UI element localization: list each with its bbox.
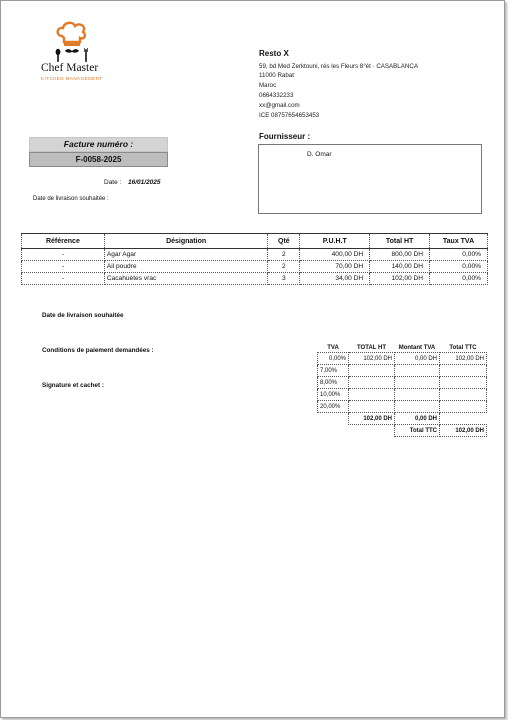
totals-header-row	[318, 343, 487, 353]
totals-row	[318, 389, 487, 401]
totals-ht	[349, 365, 395, 377]
tva-totals-table	[317, 343, 487, 437]
item-qty: 2	[268, 249, 300, 261]
table-row	[22, 261, 488, 273]
item-total: 102,00 DH	[370, 273, 430, 285]
invoice-number: F-0058-2025	[29, 152, 168, 167]
totals-sum-empty	[440, 413, 487, 425]
totals-rate: 0,00%	[318, 353, 349, 365]
totals-ttc	[440, 365, 487, 377]
header-quantity: Qté	[268, 234, 300, 249]
totals-row	[318, 377, 487, 389]
totals-ttc	[440, 377, 487, 389]
restaurant-address: 59, bd Med Zerktouni, rés les Fleurs 8°ét · CASABLANCA	[259, 63, 418, 70]
restaurant-ice: ICE 08757654653453	[259, 112, 320, 119]
restaurant-name: Resto X	[259, 49, 289, 58]
restaurant-email: xx@gmail.com	[259, 102, 300, 109]
supplier-box	[258, 144, 482, 214]
table-row	[22, 249, 488, 261]
item-ref: -	[22, 261, 105, 273]
item-tva: 0,00%	[430, 261, 488, 273]
totals-tva-amount	[395, 377, 440, 389]
totals-sum-tva: 0,00 DH	[395, 413, 440, 425]
total-ttc-label: Total TTC	[395, 425, 440, 437]
totals-ht	[349, 401, 395, 413]
payment-conditions-label: Conditions de paiement demandées :	[42, 347, 154, 354]
totals-rate: 7,00%	[318, 365, 349, 377]
totals-ht: 102,00 DH	[349, 353, 395, 365]
totals-sum-row	[318, 413, 487, 425]
totals-ttc-spacer	[349, 425, 395, 437]
item-tva: 0,00%	[430, 273, 488, 285]
date-label: Date :	[104, 179, 122, 186]
chef-hat-logo-icon	[51, 21, 93, 63]
signature-label: Signature et cachet :	[42, 382, 104, 389]
restaurant-phone: 0664332233	[259, 92, 294, 99]
item-qty: 3	[268, 273, 300, 285]
supplier-label: Fournisseur :	[259, 132, 311, 141]
item-ref: -	[22, 273, 105, 285]
item-total: 140,00 DH	[370, 261, 430, 273]
delivery-date-label: Date de livraison souhaitée :	[33, 196, 109, 202]
totals-ttc	[440, 389, 487, 401]
items-header-row	[22, 234, 488, 249]
supplier-name: D. Omar	[307, 151, 332, 158]
totals-header-ttc: Total TTC	[449, 344, 477, 351]
totals-rate: 10,00%	[318, 389, 349, 401]
totals-tva-amount	[395, 365, 440, 377]
totals-tva-amount	[395, 401, 440, 413]
item-designation: Agar Agar	[104, 249, 268, 261]
totals-rate: 8,00%	[318, 377, 349, 389]
item-designation: Cacahuètes vrac	[104, 273, 268, 285]
totals-ttc-row	[318, 425, 487, 437]
totals-ht	[349, 377, 395, 389]
item-unit-price: 400,00 DH	[300, 249, 370, 261]
totals-row	[318, 365, 487, 377]
item-designation: Ail poudre	[104, 261, 268, 273]
item-tva: 0,00%	[430, 249, 488, 261]
totals-row	[318, 353, 487, 365]
header-total-ht: Total HT	[370, 234, 430, 249]
totals-tva-amount: 0,00 DH	[395, 353, 440, 365]
item-unit-price: 34,00 DH	[300, 273, 370, 285]
header-designation: Désignation	[104, 234, 268, 249]
invoice-title: Facture numéro :	[29, 137, 168, 152]
item-total: 800,00 DH	[370, 249, 430, 261]
totals-tva-amount	[395, 389, 440, 401]
delivery-date-heading: Date de livraison souhaitée	[42, 312, 124, 319]
total-ttc-value: 102,00 DH	[440, 425, 487, 437]
brand-name: Chef Master	[41, 62, 99, 74]
totals-header-tva: TVA	[327, 344, 339, 351]
item-unit-price: 70,00 DH	[300, 261, 370, 273]
table-row	[22, 273, 488, 285]
totals-sum-ht: 102,00 DH	[349, 413, 395, 425]
invoice-date: 16/01/2025	[128, 179, 161, 186]
totals-sum-spacer	[318, 413, 349, 425]
header-tva-rate: Taux TVA	[430, 234, 488, 249]
items-table	[21, 233, 488, 285]
header-unit-price: P.U.H.T	[300, 234, 370, 249]
totals-ttc	[440, 401, 487, 413]
totals-ttc-spacer	[318, 425, 349, 437]
totals-row	[318, 401, 487, 413]
totals-ht	[349, 389, 395, 401]
brand-tagline: KITCHEN MANAGEMENT	[41, 76, 103, 81]
restaurant-country: Maroc	[259, 82, 277, 89]
item-qty: 2	[268, 261, 300, 273]
totals-rate: 20,00%	[318, 401, 349, 413]
totals-header-tva-amount: Montant TVA	[398, 344, 436, 351]
totals-ttc: 102,00 DH	[440, 353, 487, 365]
totals-header-ht: TOTAL HT	[357, 344, 386, 351]
item-ref: -	[22, 249, 105, 261]
restaurant-city: 11000 Rabat	[259, 72, 294, 79]
header-reference: Référence	[22, 234, 105, 249]
